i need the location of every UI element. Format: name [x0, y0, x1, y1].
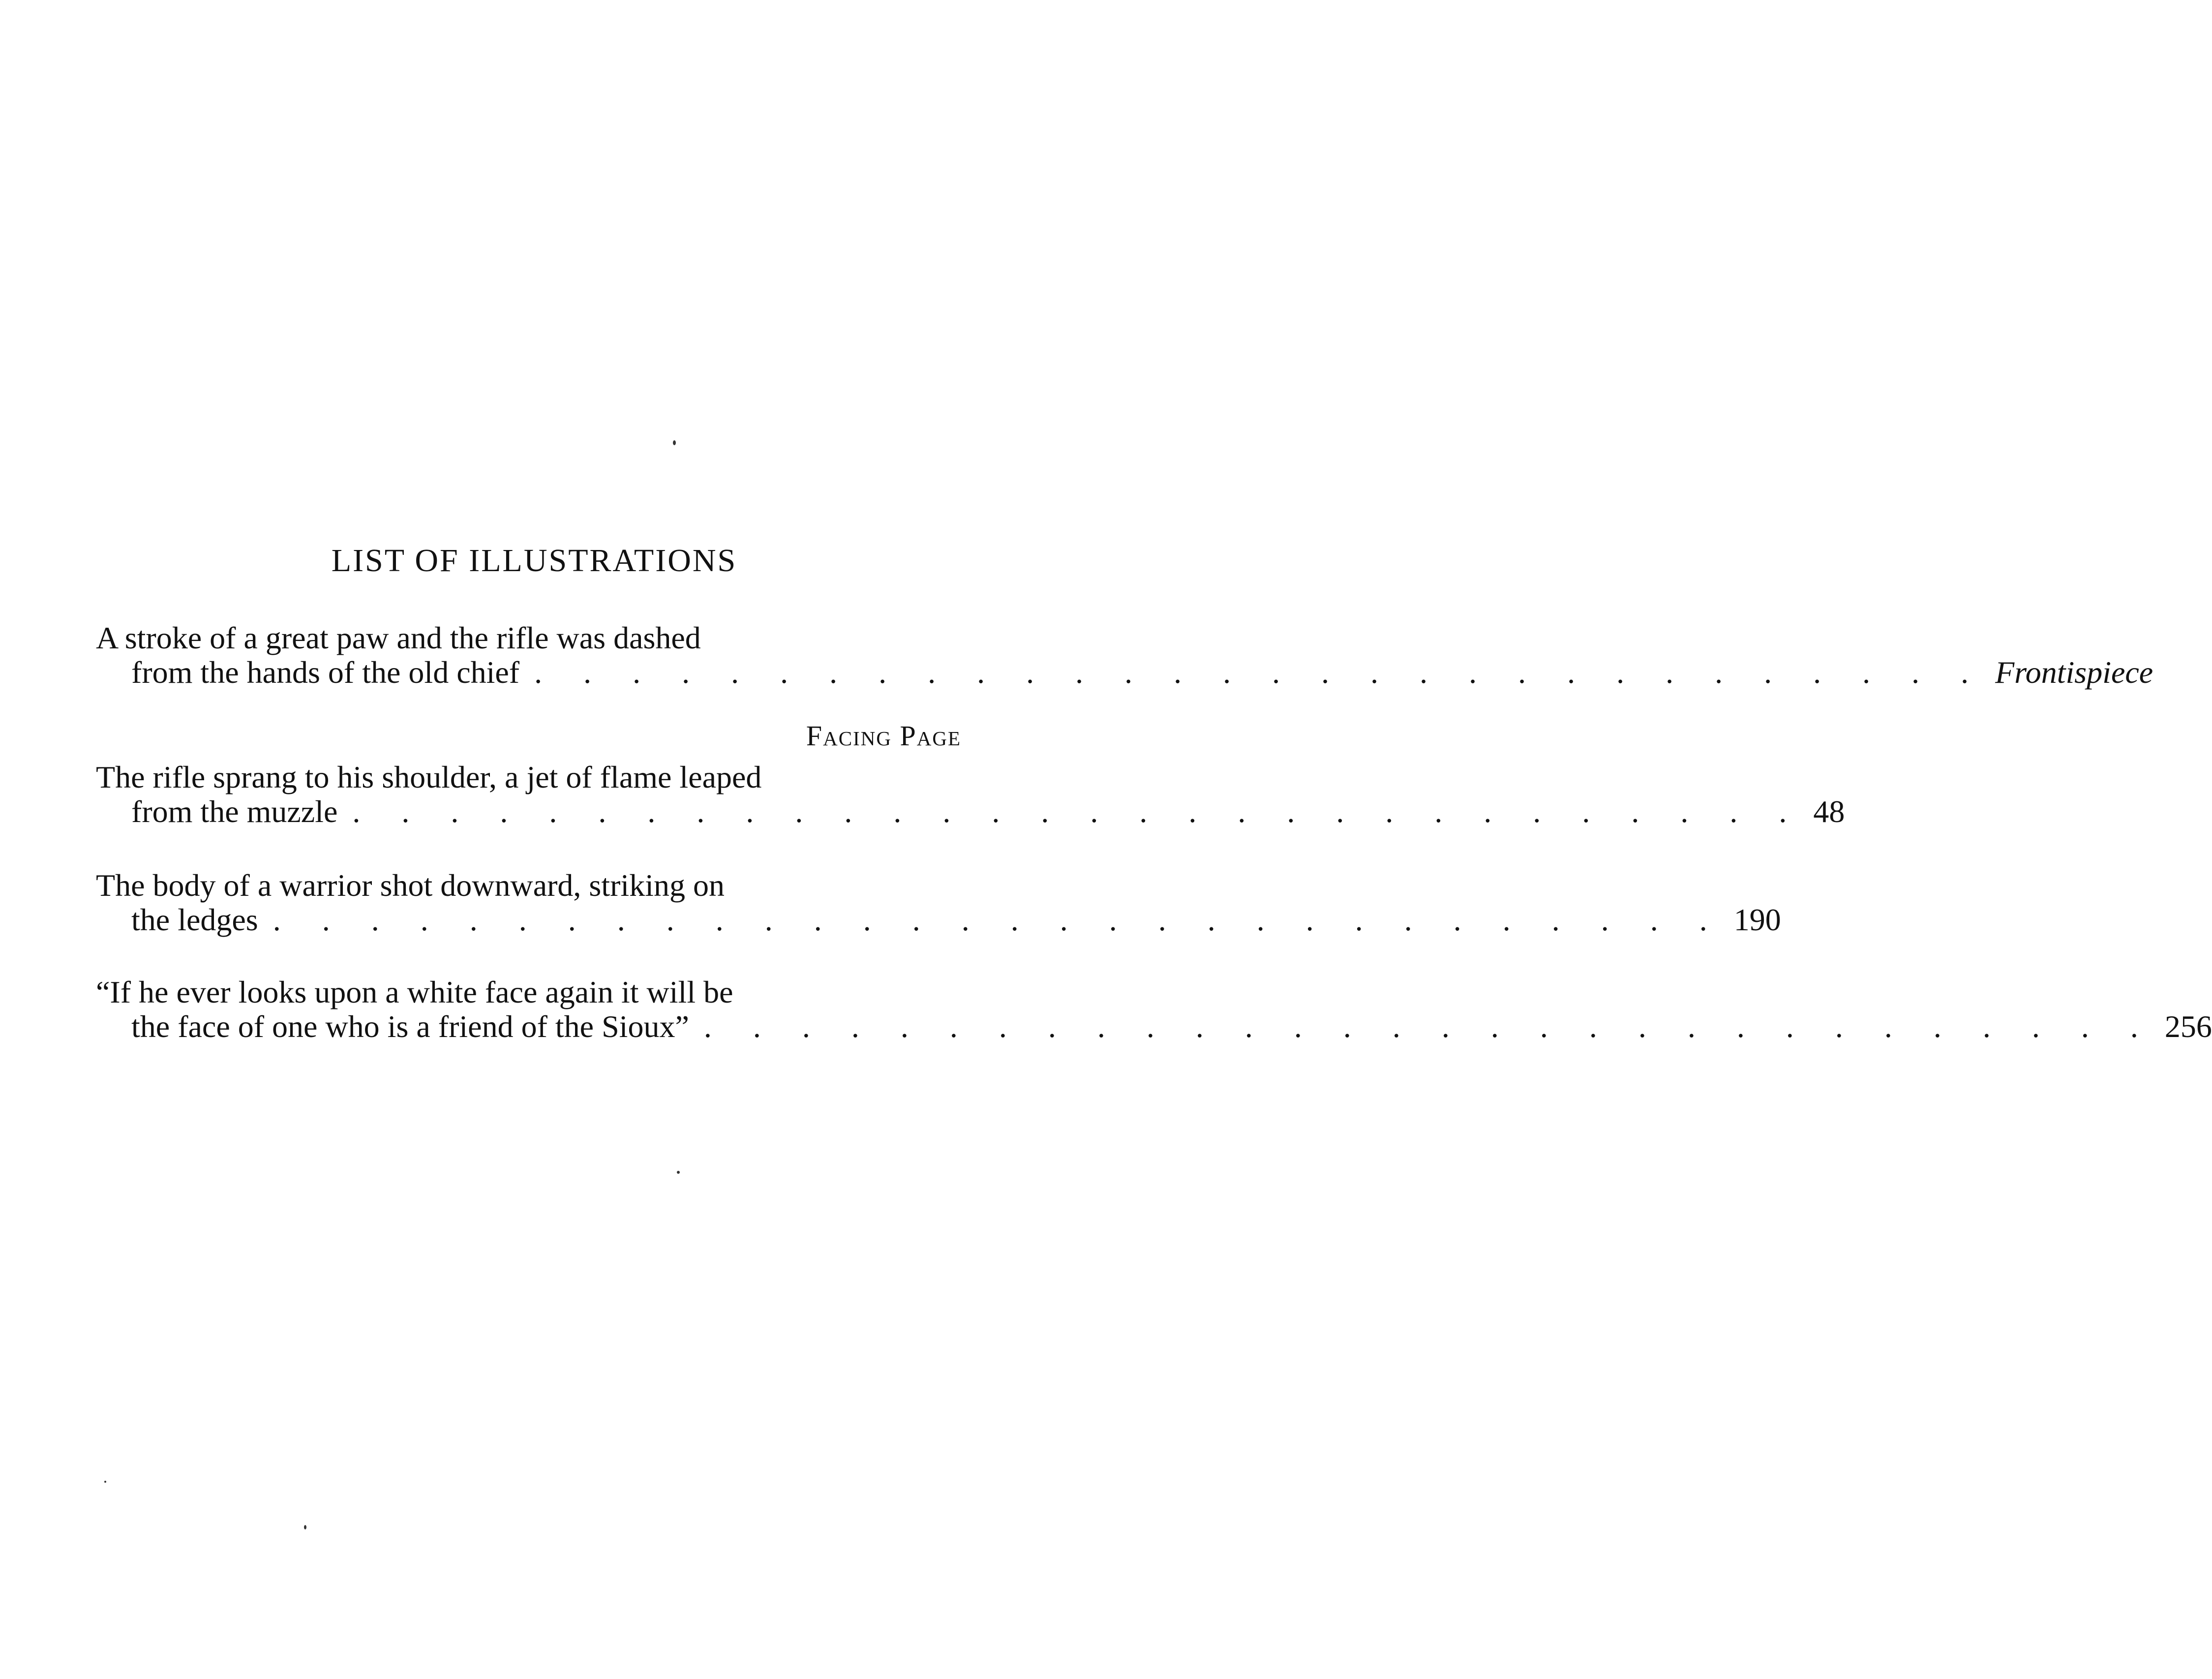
entry-page-ref: 190 — [1733, 902, 1781, 937]
entry-caption-line2: the ledges — [131, 902, 258, 937]
entry-caption-line1: The rifle sprang to his shoulder, a jet of flame leaped — [96, 760, 762, 794]
entry-caption-line2-row — [96, 794, 1845, 829]
entry-caption-line2: from the hands of the old chief — [131, 655, 520, 690]
page-title: LIST OF ILLUSTRATIONS — [331, 543, 737, 579]
dot-leader: . . . . . . . . . . . . . . . . . . . . . . . . . . . . . . — [703, 1009, 2155, 1044]
entry-caption-line1: The body of a warrior shot downward, striking on — [96, 868, 725, 903]
illustration-entry — [96, 868, 1781, 937]
entry-page-ref: Frontispiece — [1995, 655, 2153, 690]
facing-page-label: Facing Page — [806, 720, 961, 752]
entry-caption-line1: A stroke of a great paw and the rifle was dashed — [96, 620, 701, 655]
illustration-entry — [96, 975, 2212, 1044]
entry-caption-line2: the face of one who is a friend of the Sioux” — [131, 1009, 689, 1044]
scan-speck — [104, 1481, 106, 1483]
dot-leader: . . . . . . . . . . . . . . . . . . . . . . . . . . . . . . — [534, 655, 1986, 690]
entry-caption-line2-row — [96, 902, 1781, 937]
illustration-entry — [96, 760, 1845, 829]
entry-page-ref: 256 — [2164, 1009, 2212, 1044]
entry-page-ref: 48 — [1813, 794, 1845, 829]
scan-speck — [677, 1171, 680, 1174]
dot-leader: . . . . . . . . . . . . . . . . . . . . . . . . . . . . . . — [352, 794, 1804, 829]
illustration-entry — [96, 620, 2153, 690]
entry-caption-line2: from the muzzle — [131, 794, 338, 829]
entry-caption-line2-row — [96, 1009, 2212, 1044]
scan-speck — [673, 440, 676, 445]
dot-leader: . . . . . . . . . . . . . . . . . . . . . . . . . . . . . . — [273, 902, 1724, 937]
entry-caption-line1: “If he ever looks upon a white face again it will be — [96, 975, 733, 1009]
scan-speck — [304, 1525, 306, 1529]
entry-caption-line2-row — [96, 655, 2153, 690]
